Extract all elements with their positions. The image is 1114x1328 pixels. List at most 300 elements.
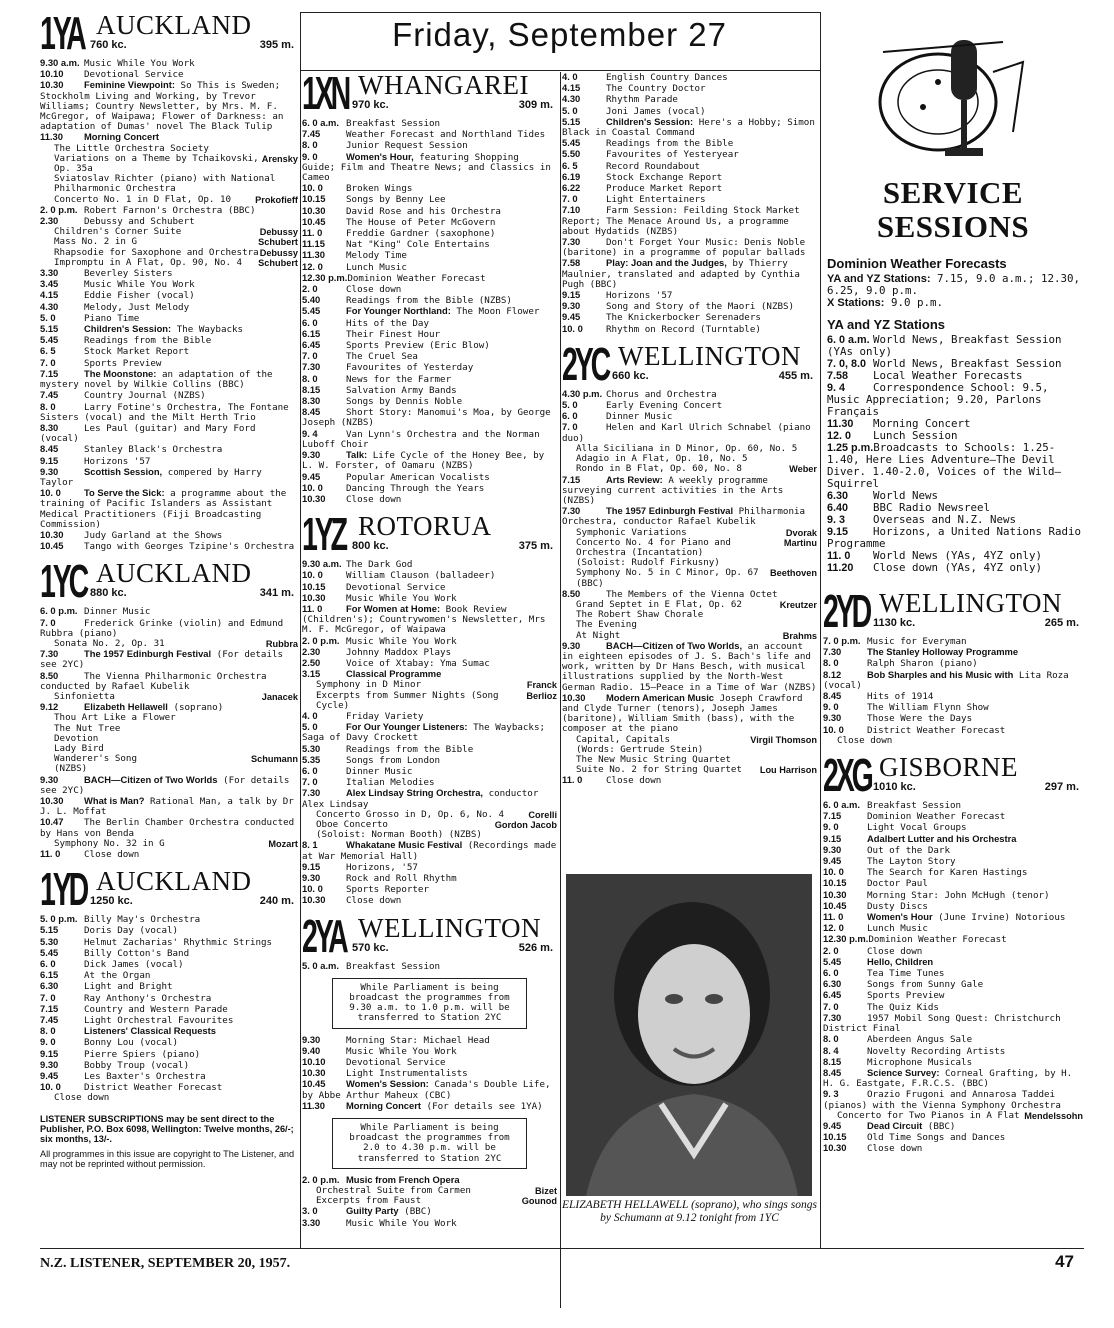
programme-text: Sports Preview xyxy=(84,357,162,369)
station-call-sign: 2YD xyxy=(823,585,870,637)
programme-text: Tea Time Tunes xyxy=(867,968,945,980)
programme-time: 11. 0 xyxy=(302,227,323,239)
programme-text: Salvation Army Bands xyxy=(346,384,457,396)
programme-detail: Sviatoslav Richter (piano) with National Philharmonic Orchestra xyxy=(54,173,276,195)
programme-time: 6.45 xyxy=(302,339,321,351)
programme-entry xyxy=(302,722,557,743)
station-block xyxy=(302,909,557,1229)
programme-text: So This is Sweden; Stockholm Living and Working, by Trevor Williams; Country Newsletter, by Mrs. M. F. McGregor, of Waipawa; Flower of Darkness: an adaptation of Dumas' novel The Black Tulip xyxy=(40,80,284,133)
programme-entry xyxy=(302,340,557,351)
programme-text: The Dark God xyxy=(346,559,413,571)
programme-title: Feminine Viewpoint: xyxy=(84,79,175,91)
composer: Debussy xyxy=(259,247,298,258)
programme-time: 8.50 xyxy=(562,587,581,599)
programme-text: Lunch Music xyxy=(346,261,407,273)
footer-publication: N.Z. LISTENER, SEPTEMBER 20, 1957. xyxy=(40,1256,291,1271)
programme-text: Italian Melodies xyxy=(346,777,435,789)
service-text: World News (YAs, 4YZ only) xyxy=(873,549,1043,562)
programme-entry xyxy=(823,912,1083,923)
programme-time: 7.45 xyxy=(40,1014,59,1026)
programme-entry xyxy=(40,981,298,992)
programme-time: 8.50 xyxy=(40,669,59,681)
programme-entry xyxy=(562,205,817,237)
programme-text: Melody Time xyxy=(346,250,407,262)
programme-time: 11. 0 xyxy=(562,774,583,786)
service-list xyxy=(823,334,1083,574)
station-frequency: 970 kc. xyxy=(352,99,389,111)
programme-entry xyxy=(40,618,298,639)
programme-time: 4.30 xyxy=(562,93,581,105)
programme-time: 5.45 xyxy=(40,946,59,958)
programme-entry xyxy=(40,993,298,1004)
programme-text: Morning Star: John McHugh (tenor) xyxy=(867,889,1050,901)
programme-time: 8.45 xyxy=(302,406,321,418)
programme-text: (For details see 2YC) xyxy=(40,649,284,671)
programme-time: 5.15 xyxy=(562,115,581,127)
programme-detail: Devotion xyxy=(54,732,99,744)
service-entry xyxy=(827,526,1083,550)
station-wavelength: 297 m. xyxy=(1044,781,1079,794)
programme-entry xyxy=(823,957,1083,968)
programme-entry xyxy=(823,1002,1083,1013)
microphone-logo xyxy=(863,32,1033,172)
service-text: Overseas and N.Z. News xyxy=(873,513,1017,526)
programme-title: Alex Lindsay String Orchestra, xyxy=(346,787,484,799)
station-wavelength: 395 m. xyxy=(259,39,294,51)
programme-entry xyxy=(302,895,557,906)
programme-time: 10.30 xyxy=(40,528,64,540)
programme-title: Science Survey: xyxy=(867,1066,940,1078)
service-entry xyxy=(827,562,1083,574)
programme-time: 7.15 xyxy=(40,367,59,379)
header-rule xyxy=(300,12,821,13)
station-frequency: 1250 kc. xyxy=(90,895,133,908)
service-text: Correspondence School: 9.5, Music Appreciation; 9.20, Parlons Français xyxy=(827,381,1049,418)
programme-entry xyxy=(302,385,557,396)
weather-times: 7.15, 9.0 a.m.; 12.30, 6.25, 9.0 p.m. xyxy=(827,272,1081,297)
programme-time: 10.30 xyxy=(40,795,64,806)
programme-time: 9.30 xyxy=(302,872,321,883)
composer: Kreutzer xyxy=(779,599,817,610)
programme-text: Corneal Grafting, by H. H. G. Eastgate, F.R.C.S. (BBC) xyxy=(823,1067,1073,1090)
programme-text: Songs from Sunny Gale xyxy=(867,979,984,991)
programme-detail: Symphony No. 5 in C Minor, Op. 67 xyxy=(576,567,759,579)
programme-text: Stock Exchange Report xyxy=(606,171,723,183)
programme-time: 10. 0 xyxy=(562,322,583,334)
programme-text: Close down xyxy=(346,895,402,907)
programme-text: District Weather Forecast xyxy=(867,724,1006,736)
programme-text: Songs from London xyxy=(346,754,441,766)
programme-sub-item xyxy=(562,464,817,474)
service-time: 11.30 xyxy=(827,418,854,430)
station-wavelength: 341 m. xyxy=(259,587,294,600)
programme-entry xyxy=(302,450,557,471)
programme-detail: Variations on a Theme by Tchaikovski, Op. 35a xyxy=(54,152,259,175)
programme-text: The Members of the Vienna Octet xyxy=(606,588,778,600)
column-rule xyxy=(560,72,561,1308)
service-text: BBC Radio Newsreel xyxy=(873,501,991,514)
weather-stations: YA and YZ Stations: xyxy=(827,273,931,285)
programme-text: District Weather Forecast xyxy=(84,1082,223,1094)
programme-detail: The Robert Shaw Chorale xyxy=(576,609,704,621)
programme-entry xyxy=(562,400,817,411)
programme-time: 8. 0 xyxy=(823,1033,839,1045)
programme-time: 8. 0 xyxy=(302,139,318,151)
programme-text: Dominion Weather Forecast xyxy=(867,811,1006,823)
footer-rule xyxy=(40,1248,1084,1249)
programme-entry xyxy=(302,647,557,658)
programme-time: 8.45 xyxy=(40,443,59,455)
programme-time: 5. 0 xyxy=(302,721,318,733)
weather-heading: Dominion Weather Forecasts xyxy=(827,256,1007,271)
composer: Beethoven xyxy=(770,568,817,579)
programme-text: Horizons '57 xyxy=(606,290,673,302)
programme-time: 10.30 xyxy=(302,894,326,906)
programme-entry xyxy=(302,329,557,340)
programme-detail: Excerpts from Faust xyxy=(316,1195,422,1207)
programme-time: 8.30 xyxy=(302,395,321,407)
programme-time: 5.30 xyxy=(302,742,321,754)
programme-detail: Concerto Grosso in D, Op. 6, No. 4 xyxy=(316,808,505,820)
service-time: 6.30 xyxy=(827,490,849,502)
programme-text: Sports Reporter xyxy=(346,884,429,896)
programme-sub-item xyxy=(823,1111,1083,1121)
station-wavelength: 265 m. xyxy=(1044,617,1079,629)
programme-entry xyxy=(302,1079,557,1100)
programme-time: 9.30 xyxy=(40,1058,59,1070)
programme-time: 2. 0 p.m. xyxy=(302,1173,340,1185)
service-entry xyxy=(827,382,1083,418)
programme-entry xyxy=(40,346,298,357)
programme-text: Melody, Just Melody xyxy=(84,301,190,313)
programme-entry xyxy=(40,402,298,423)
programme-time: 10.30 xyxy=(823,888,847,900)
programme-text: Novelty Recording Artists xyxy=(867,1045,1006,1057)
composer: Mendelssohn xyxy=(1024,1110,1083,1121)
programme-entry xyxy=(302,217,557,228)
programme-entry xyxy=(562,183,817,194)
programme-time: 10.30 xyxy=(302,1067,326,1079)
weather-entry xyxy=(827,273,1083,297)
programme-sub-item xyxy=(302,1196,557,1206)
programme-entry xyxy=(40,541,298,552)
composer: Lou Harrison xyxy=(759,765,817,776)
programme-entry xyxy=(302,961,557,972)
programme-time: 9.15 xyxy=(562,289,581,301)
programme-text: Pierre Spiers (piano) xyxy=(84,1048,201,1060)
service-time: 7.58 xyxy=(827,370,849,382)
service-time: 11.20 xyxy=(827,562,854,574)
programme-time: 10. 0 xyxy=(40,1081,61,1093)
programme-entry xyxy=(823,834,1083,845)
programme-time: 7.15 xyxy=(562,473,581,485)
programme-title: Play: Joan and the Judges, xyxy=(606,257,727,269)
programme-entry xyxy=(302,396,557,407)
programme-entry xyxy=(823,800,1083,811)
programme-text: Dominion Weather Forecast xyxy=(868,934,1007,946)
programme-text: Debussy and Schubert xyxy=(84,216,195,228)
station-name: GISBORNE xyxy=(879,752,1019,783)
programme-text: compered by Harry Taylor xyxy=(40,466,262,488)
programme-time: 10.15 xyxy=(302,193,326,205)
programme-time: 7.30 xyxy=(302,787,321,799)
programme-text: Horizons '57 xyxy=(84,455,151,467)
programme-entry xyxy=(562,194,817,205)
programme-entry xyxy=(302,1068,557,1079)
programme-sub-item xyxy=(40,258,298,268)
programme-time: 7.15 xyxy=(40,1002,59,1014)
programme-text: Country Journal (NZBS) xyxy=(84,390,206,402)
programme-text: Les Paul (guitar) and Mary Ford (vocal) xyxy=(40,422,256,445)
service-time: 6. 0 a.m. xyxy=(827,334,870,346)
programme-entry xyxy=(823,845,1083,856)
programme-entry xyxy=(823,1068,1083,1089)
programme-entry xyxy=(562,149,817,160)
programme-text: Favourites of Yesteryear xyxy=(606,149,739,161)
station-name: AUCKLAND xyxy=(96,866,252,897)
programme-entry xyxy=(40,914,298,925)
programme-time: 10.30 xyxy=(823,1142,847,1154)
programme-entry xyxy=(302,351,557,362)
composer: Brahms xyxy=(782,630,817,641)
composer: Schubert xyxy=(258,237,298,248)
programme-entry xyxy=(302,862,557,873)
station-call-sign: 2YC xyxy=(562,337,609,390)
programme-time: 10. 0 xyxy=(823,723,844,735)
programme-time: 6. 0 xyxy=(302,764,318,776)
programme-time: 5.45 xyxy=(302,305,321,317)
programme-text: Devotional Service xyxy=(346,1057,446,1069)
programme-detail: Close down xyxy=(54,1092,110,1104)
programme-time: 9.45 xyxy=(823,855,842,867)
programme-title: For Our Younger Listeners: xyxy=(346,721,468,733)
programme-text: News for the Farmer xyxy=(346,373,452,385)
programme-time: 5. 0 xyxy=(562,399,578,411)
programme-text: by Thierry Maulnier, translated and adapted by Cynthia Pugh (BBC) xyxy=(562,258,800,290)
column-rule xyxy=(820,12,821,1248)
programme-detail: Impromptu in A Flat, Op. 90, No. 4 xyxy=(54,256,243,268)
programme-sub-item xyxy=(562,538,817,558)
programme-time: 9.12 xyxy=(40,701,59,713)
programme-time: 5.15 xyxy=(40,323,59,335)
programme-time: 9. 0 xyxy=(40,1036,56,1048)
service-text: Lunch Session xyxy=(873,429,958,442)
programme-time: 6. 0 xyxy=(562,410,578,422)
programme-time: 10. 0 xyxy=(302,481,323,493)
programme-entry xyxy=(823,1089,1083,1110)
programme-text: Bonny Lou (vocal) xyxy=(84,1037,179,1049)
service-text: Broadcasts to Schools: 1.25-1.40, Here Lies Adventure—The Devil Diver. 1.40-2.0, Voices of the Wild—Squirrel xyxy=(827,441,1062,490)
programme-text: (BBC) xyxy=(404,1206,432,1218)
programme-time: 6. 0 p.m. xyxy=(40,605,78,617)
programme-time: 4.30 p.m. xyxy=(562,387,603,399)
programme-time: 6.45 xyxy=(823,989,842,1001)
programme-entry xyxy=(562,72,817,83)
programme-entry xyxy=(40,488,298,530)
station-frequency: 760 kc. xyxy=(90,39,127,51)
programme-text: The Moon Flower xyxy=(456,306,540,318)
programme-title: Children's Session: xyxy=(606,115,694,127)
programme-time: 9.30 xyxy=(40,465,59,477)
programme-time: 9.45 xyxy=(823,1119,842,1131)
programme-entry xyxy=(823,702,1083,713)
programme-entry xyxy=(40,390,298,401)
programme-entry xyxy=(823,890,1083,901)
programme-text: Weather Forecast and Northland Tides xyxy=(346,129,546,141)
photo-caption: ELIZABETH HELLAWELL (soprano), who sings songs by Schumann at 9.12 tonight from 1YC xyxy=(562,1199,817,1224)
programme-entry xyxy=(40,80,298,132)
programme-text: Early Evening Concert xyxy=(606,400,723,412)
programme-time: 2. 0 p.m. xyxy=(302,634,340,646)
programme-text: Doctor Paul xyxy=(867,878,928,890)
programme-time: 9. 0 xyxy=(823,701,839,713)
programme-time: 5.45 xyxy=(823,955,842,967)
programme-text: The Quiz Kids xyxy=(867,1001,939,1013)
composer: Gordon Jacob xyxy=(494,819,557,830)
programme-time: 6.15 xyxy=(40,969,59,981)
programme-entry xyxy=(40,467,298,488)
programme-time: 8. 0 xyxy=(823,657,839,669)
programme-text: The Knickerbocker Serenaders xyxy=(606,312,761,324)
programme-text: Beverley Sisters xyxy=(84,268,173,280)
programme-entry xyxy=(40,671,298,692)
programme-time: 10.30 xyxy=(302,492,326,504)
programme-title: The 1957 Edinburgh Festival xyxy=(606,505,734,517)
programme-time: 4.15 xyxy=(40,289,59,301)
programme-title: Guilty Party xyxy=(346,1205,399,1217)
programme-text: Devotional Service xyxy=(346,581,446,593)
programme-text: Dusty Discs xyxy=(867,900,928,912)
station-block xyxy=(40,863,298,1104)
programme-text: Dick James (vocal) xyxy=(84,959,184,971)
programme-time: 6. 0 xyxy=(40,958,56,970)
programme-detail: (Soloist: Norman Booth) (NZBS) xyxy=(316,829,482,841)
programme-sub-item xyxy=(40,692,298,702)
programme-title: BACH—Citizen of Two Worlds, xyxy=(606,639,743,651)
programme-text: Devotional Service xyxy=(84,69,184,81)
service-entry xyxy=(827,442,1083,490)
programme-entry xyxy=(40,925,298,936)
programme-entry xyxy=(40,335,298,346)
programme-text: Don't Forget Your Music: Denis Noble (baritone) in a programme of popular ballads xyxy=(562,237,806,259)
programme-entry xyxy=(302,374,557,385)
programme-text: Light Instrumentalists xyxy=(346,1068,468,1080)
programme-time: 4. 0 xyxy=(562,71,578,82)
programme-entry xyxy=(823,946,1083,957)
programme-entry xyxy=(302,1046,557,1057)
programme-time: 9.30 xyxy=(562,300,581,312)
programme-time: 7. 0 xyxy=(302,776,318,788)
programme-entry xyxy=(302,766,557,777)
programme-entry xyxy=(823,934,1083,945)
programme-text: Broken Wings xyxy=(346,183,413,195)
subscription-notice: LISTENER SUBSCRIPTIONS may be sent direct to the Publisher, P.O. Box 6098, Wellington: Twelve months, 26/-; six months, 13/-. xyxy=(40,1113,294,1145)
programme-time: 7.30 xyxy=(562,505,581,517)
programme-text: The Country Doctor xyxy=(606,83,706,95)
programme-sub-item xyxy=(40,1093,298,1103)
programme-text: The Waybacks xyxy=(176,324,244,336)
programme-text: Rhythm Parade xyxy=(606,94,678,106)
programme-time: 7.30 xyxy=(823,1011,842,1023)
programme-time: 7.30 xyxy=(302,361,321,373)
programme-entry xyxy=(302,1101,557,1112)
programme-text: Those Were the Days xyxy=(867,713,973,725)
programme-detail: (Soloist: Rudolf Firkusny) xyxy=(576,557,720,569)
programme-time: 5.50 xyxy=(562,148,581,160)
programme-text: Close down xyxy=(346,493,402,505)
programme-entry xyxy=(302,183,557,194)
programme-time: 10.15 xyxy=(823,1131,847,1143)
programme-entry xyxy=(562,475,817,507)
programme-entry xyxy=(562,237,817,258)
station-name: AUCKLAND xyxy=(96,558,252,589)
programme-time: 11. 0 xyxy=(40,848,61,860)
programme-text: Dominion Weather Forecast xyxy=(347,272,486,284)
programme-detail: Concerto No. 4 for Piano and Orchestra (Incantation) xyxy=(576,536,731,558)
programme-entry xyxy=(302,604,557,636)
station-wavelength: 309 m. xyxy=(518,99,553,111)
programme-text: Music While You Work xyxy=(84,279,195,291)
programme-entry xyxy=(302,152,557,184)
portrait-photo xyxy=(566,874,812,1196)
programme-time: 6.22 xyxy=(562,182,581,194)
programme-time: 2. 0 xyxy=(823,944,839,956)
programme-entry xyxy=(302,239,557,250)
programme-time: 10.30 xyxy=(302,591,326,603)
programme-entry xyxy=(562,138,817,149)
station-header xyxy=(562,337,817,390)
programme-text: Tango with Georges Tzipine's Orchestra xyxy=(84,541,295,553)
programme-text: Aberdeen Angus Sale xyxy=(867,1034,973,1046)
programme-entry xyxy=(823,878,1083,889)
programme-time: 9.15 xyxy=(302,860,321,872)
programme-text: an account in eighteen episodes of J. S. Bach's life and work, written by Dr Hans Besch, with musical illustrations supplied by the North-West German Radio. 15—Peace in a Time of War (NZBS) xyxy=(562,640,817,693)
programme-text: Joseph Crawford and Clyde Turner (tenors), Joseph James (baritone), William Smith (bass), with the composer at the piano xyxy=(562,692,803,735)
programme-text: William Clauson (balladeer) xyxy=(346,570,496,582)
programme-time: 9. 0 xyxy=(302,150,318,162)
programme-time: 12. 0 xyxy=(823,922,844,934)
programme-time: 9. 3 xyxy=(823,1088,839,1100)
programme-time: 6. 5 xyxy=(562,159,578,171)
programme-text: Ralph Sharon (piano) xyxy=(867,658,978,670)
programme-detail: Wanderer's Song xyxy=(54,753,137,765)
service-text: World News, Breakfast Session xyxy=(873,357,1062,370)
station-call-sign: 2YA xyxy=(302,909,346,962)
programme-time: 9.30 xyxy=(302,449,321,461)
programme-entry xyxy=(40,1049,298,1060)
programme-detail: Excerpts from Summer Nights (Song Cycle) xyxy=(316,689,499,711)
programme-entry xyxy=(40,970,298,981)
programme-entry xyxy=(562,301,817,312)
programme-entry xyxy=(302,1218,557,1229)
programme-title: Women's Hour, xyxy=(346,150,414,162)
programme-time: 2.30 xyxy=(40,215,59,227)
programme-time: 8. 4 xyxy=(823,1044,839,1056)
programme-text: Orazio Frugoni and Annarosa Taddei (pianos) with the Vienna Symphony Orchestra xyxy=(823,1089,1061,1111)
programme-time: 7. 0 xyxy=(40,356,56,368)
programme-detail: Adagio in A Flat, Op. 10, No. 5 xyxy=(576,453,748,465)
programme-time: 9.30 a.m. xyxy=(40,57,80,68)
programme-entry xyxy=(823,1013,1083,1034)
programme-entry xyxy=(302,206,557,217)
programme-title: Morning Concert xyxy=(84,131,159,143)
programme-time: 6.19 xyxy=(562,170,581,182)
programme-text: Music for Everyman xyxy=(867,636,967,647)
programme-title: The Stanley Holloway Programme xyxy=(867,646,1019,658)
programme-detail: Symphonic Variations xyxy=(576,526,687,538)
programme-text: Record Roundabout xyxy=(606,160,701,172)
weather-entry xyxy=(827,297,1083,309)
